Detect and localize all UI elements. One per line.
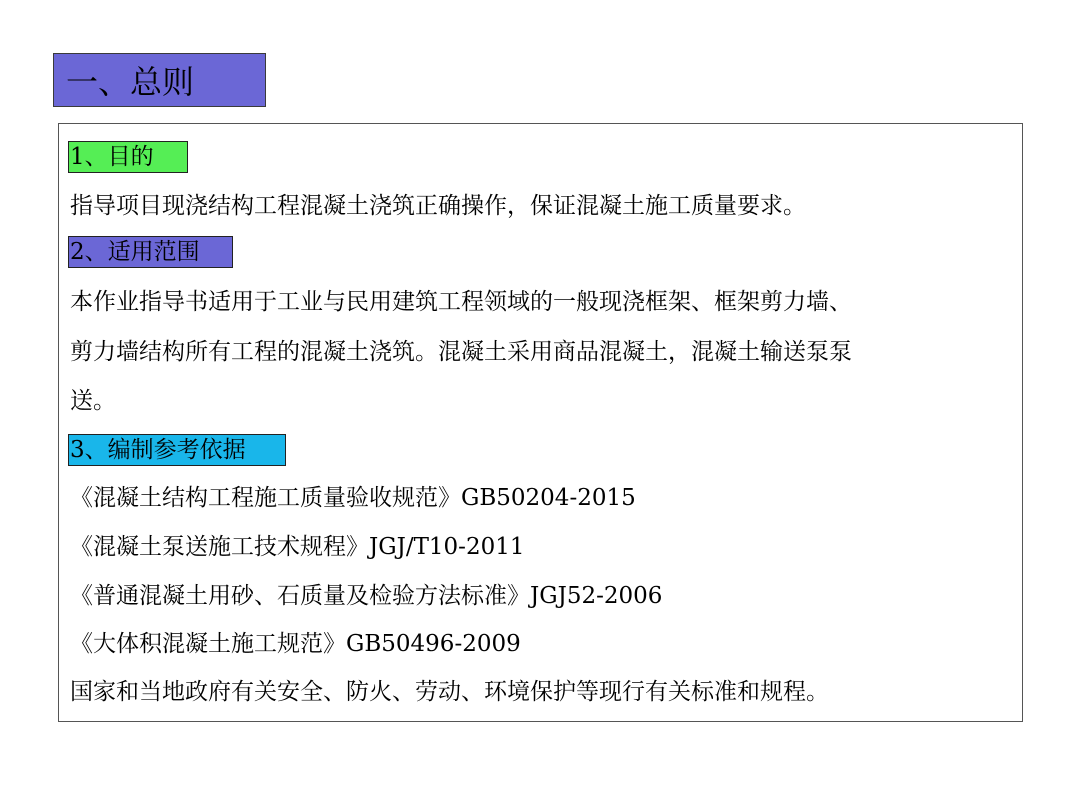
scope-text-line: 剪力墙结构所有工程的混凝土浇筑。混凝土采用商品混凝土，混凝土输送泵泵 bbox=[70, 339, 852, 365]
reference-item: 《普通混凝土用砂、石质量及检验方法标准》JGJ52-2006 bbox=[70, 583, 663, 609]
page-title: 一、总则 bbox=[53, 53, 266, 107]
section-heading-scope: 2、适用范围 bbox=[68, 236, 233, 268]
reference-item: 《大体积混凝土施工规范》GB50496-2009 bbox=[70, 631, 521, 657]
purpose-text: 指导项目现浇结构工程混凝土浇筑正确操作，保证混凝土施工质量要求。 bbox=[70, 193, 806, 219]
reference-item: 《混凝土泵送施工技术规程》JGJ/T10-2011 bbox=[70, 534, 525, 560]
section-heading-purpose: 1、目的 bbox=[68, 141, 188, 173]
scope-text-line: 送。 bbox=[70, 388, 116, 414]
section-heading-references: 3、编制参考依据 bbox=[68, 434, 286, 466]
scope-text-line: 本作业指导书适用于工业与民用建筑工程领域的一般现浇框架、框架剪力墙、 bbox=[70, 289, 852, 315]
reference-item: 国家和当地政府有关安全、防火、劳动、环境保护等现行有关标准和规程。 bbox=[70, 679, 829, 705]
reference-item: 《混凝土结构工程施工质量验收规范》GB50204-2015 bbox=[70, 485, 636, 511]
